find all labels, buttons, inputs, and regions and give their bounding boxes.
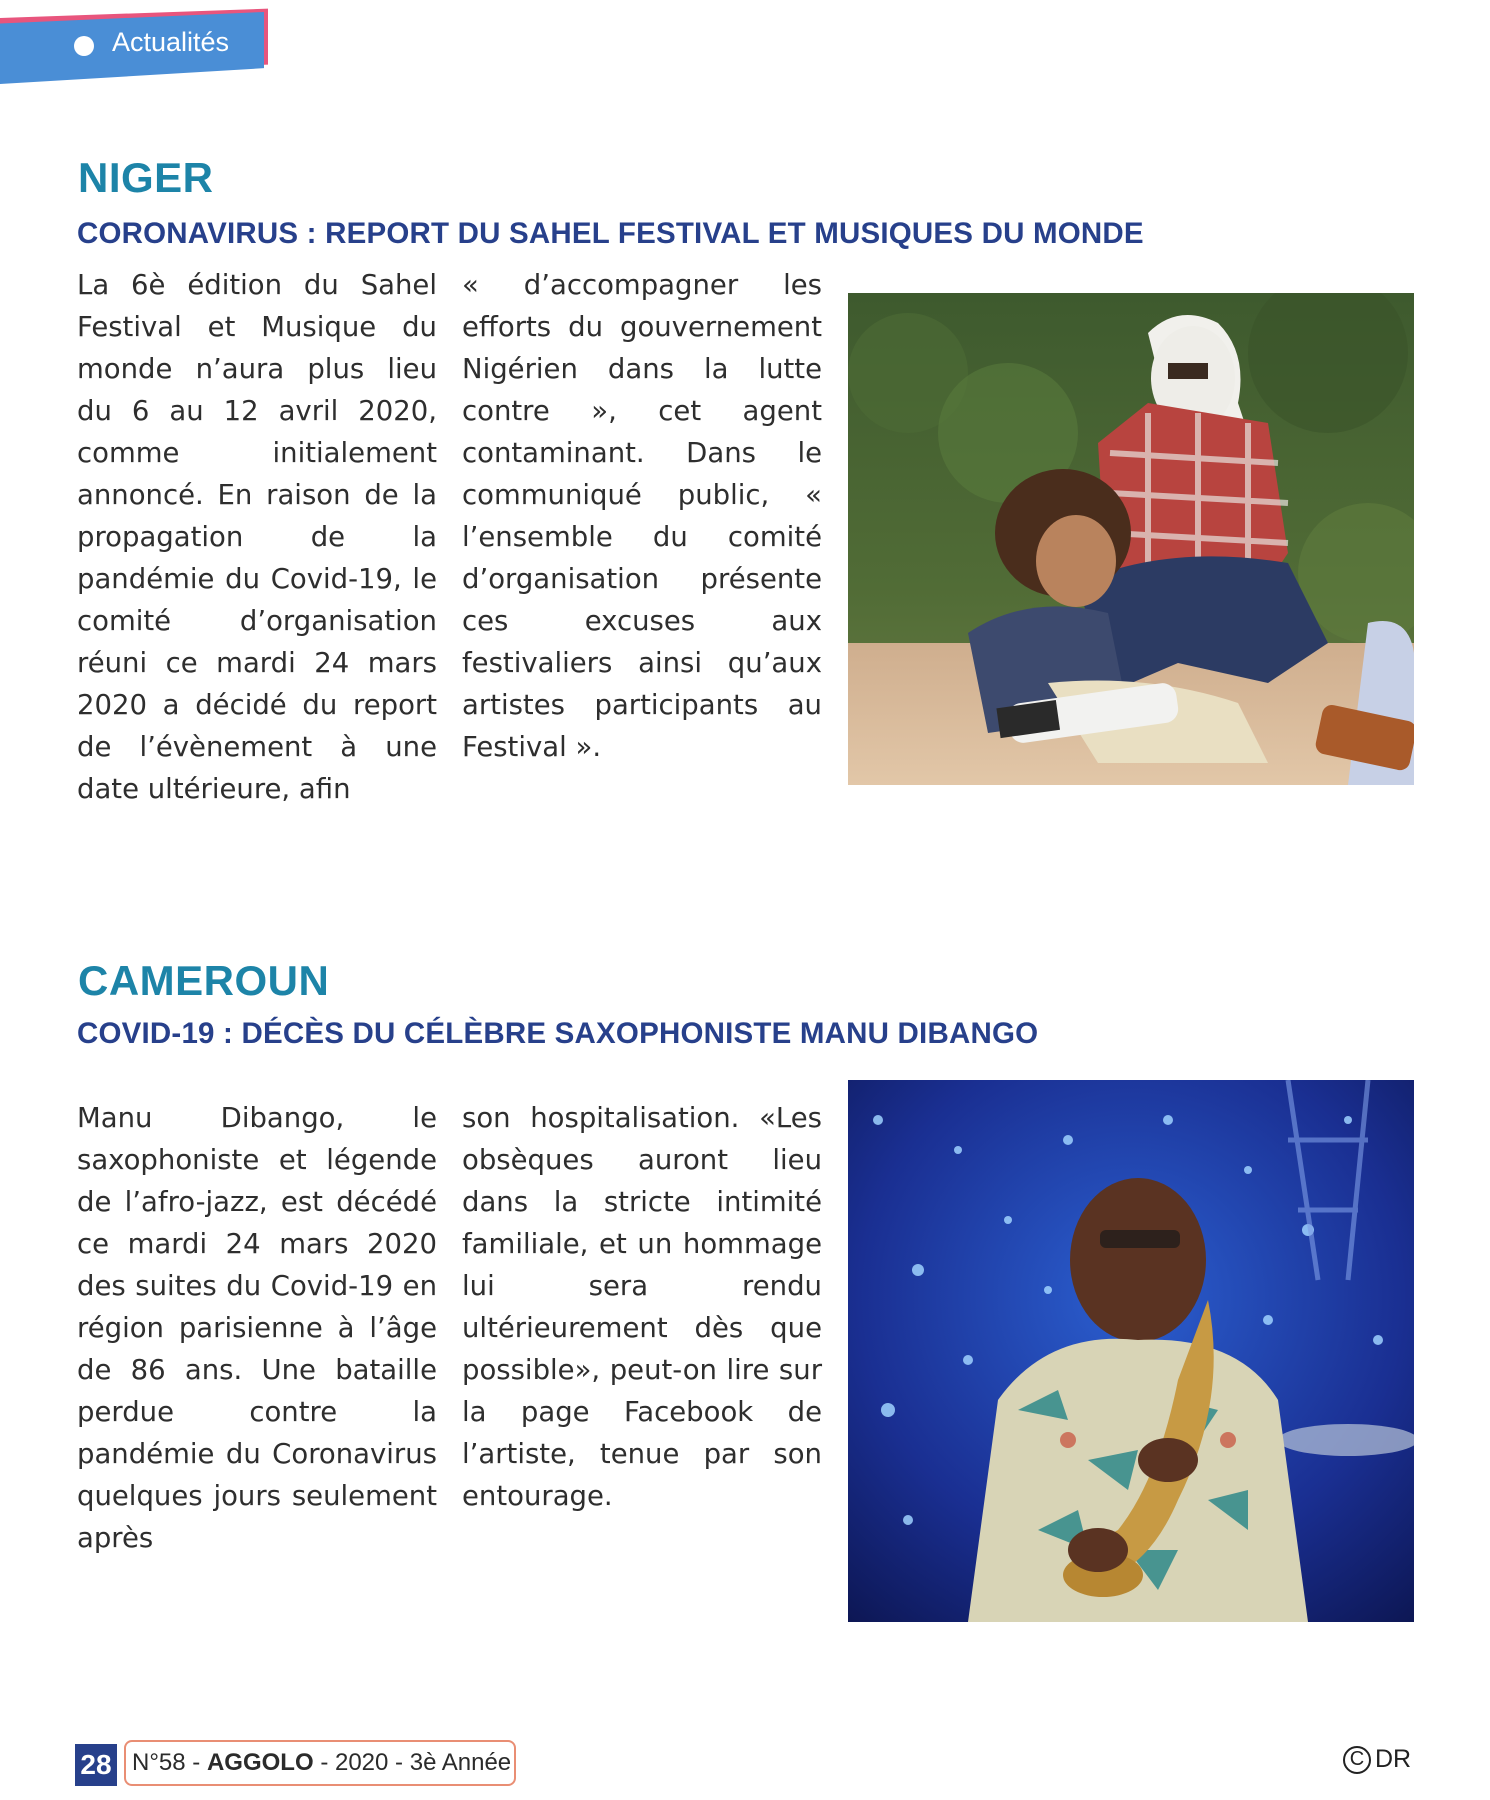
article-headline-cameroun: COVID-19 : DÉCÈS DU CÉLÈBRE SAXOPHONISTE MANU DIBANGO [77,1017,1039,1050]
page-number: 28 [75,1744,117,1786]
issue-number: N°58 [132,1749,186,1776]
separator: - [320,1749,329,1776]
issue-year: 2020 [334,1749,389,1776]
article-niger-column-left: La 6è édition du Sahel Festival et Musique du monde n’aura plus lieu du 6 au 12 avril 2020, comme initialement annoncé. En raison de la propagation de la pandémie du Covid-19, le comité d’organisation réuni ce mardi 24 mars 2020 a décidé du report de l’évènement à une date ultérieure, afin [77,269,437,805]
photo-credit-text: DR [1375,1745,1412,1773]
publication-name: AGGOLO [206,1749,314,1776]
article-niger-column-right: « d’accompagner les efforts du gouvernement Nigérien dans la lutte contre », cet agent contaminant. Dans le communiqué public, « l’ensemble du comité d’organisation présente ces excuses aux festivaliers ainsi qu’aux artistes participants au Festival ». [462,269,822,763]
separator: - [192,1749,201,1776]
article-country-niger: NIGER [78,154,214,201]
separator: - [395,1749,404,1776]
copyright-icon: C [1343,1746,1371,1774]
article-cameroun-photo [848,1080,1414,1622]
photo-credit [1343,1745,1411,1774]
section-tab-label: Actualités [112,27,230,57]
issue-banner [124,1740,516,1786]
bullet-icon [74,36,94,56]
article-niger-photo [848,293,1414,785]
article-cameroun-column-left: Manu Dibango, le saxophoniste et légende de l’afro-jazz, est décédé ce mardi 24 mars 2020 des suites du Covid-19 en région parisienne à l’âge de 86 ans. Une bataille perdue contre la pandémie du Coronavirus quelques jours seulement après [77,1102,437,1554]
issue-edition: 3è Année [409,1749,512,1776]
article-headline-niger: CORONAVIRUS : REPORT DU SAHEL FESTIVAL ET MUSIQUES DU MONDE [77,217,1144,250]
article-cameroun-column-right: son hospitalisation. «Les obsèques auront lieu dans la stricte intimité familiale, et un hommage lui sera rendu ultérieurement dès que possible», peut-on lire sur la page Facebook de l’artiste, tenue par son entourage. [462,1102,822,1512]
article-country-cameroun: CAMEROUN [78,957,330,1004]
